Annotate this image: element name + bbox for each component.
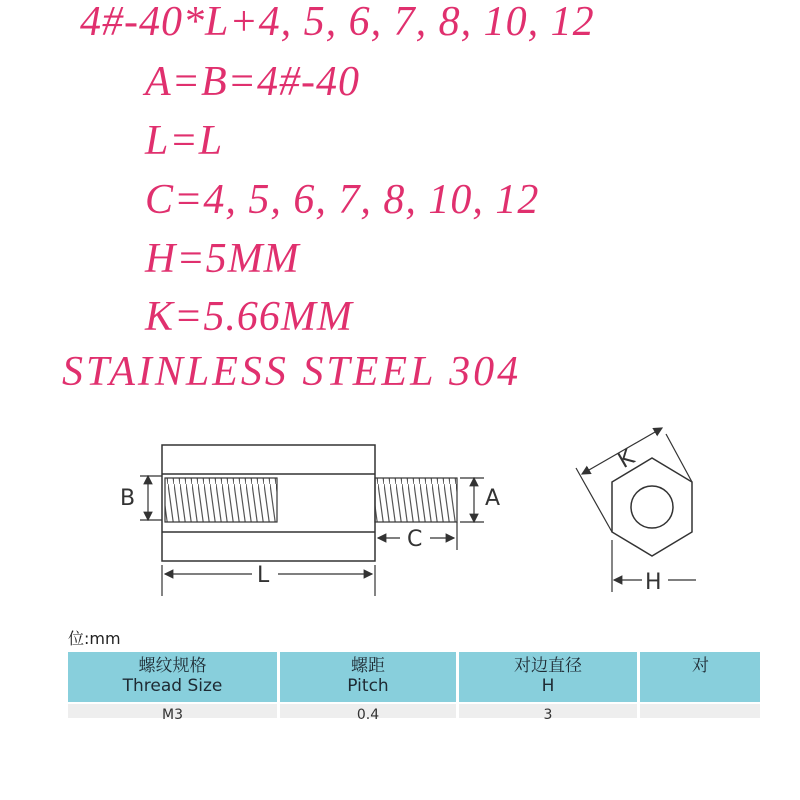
dimension-h-label: H	[645, 570, 662, 595]
header-across-flats-cn: 对边直径	[514, 656, 582, 676]
spec-title: 4#-40*L+4, 5, 6, 7, 8, 10, 12	[80, 0, 595, 45]
spec-material: STAINLESS STEEL 304	[62, 349, 522, 395]
table-cell	[640, 704, 760, 718]
size-table	[68, 652, 709, 723]
header-across-flats	[459, 652, 637, 702]
spec-k: K=5.66MM	[145, 294, 353, 340]
table-cell: 3	[459, 704, 637, 718]
spec-h: H=5MM	[145, 236, 300, 282]
male-thread	[375, 478, 457, 522]
spec-ab: A=B=4#-40	[145, 59, 360, 105]
header-thread-size-en: Thread Size	[122, 676, 223, 696]
header-pitch-en: Pitch	[347, 676, 389, 696]
header-cropped	[640, 652, 760, 702]
header-thread-size	[68, 652, 277, 702]
dimension-a	[460, 478, 484, 522]
header-across-flats-en: H	[541, 676, 555, 696]
dimension-k-label: K	[613, 444, 639, 474]
spec-l: L=L	[145, 118, 224, 164]
table-cell: M3	[68, 704, 277, 718]
dimension-b	[140, 476, 162, 520]
header-pitch-cn: 螺距	[351, 656, 385, 676]
header-cropped-cn: 对	[692, 656, 709, 676]
dimension-l-label: L	[257, 563, 270, 588]
table-cell: 0.4	[280, 704, 456, 718]
dimension-a-label: A	[485, 486, 501, 511]
spec-c: C=4, 5, 6, 7, 8, 10, 12	[145, 177, 540, 223]
hex-end-view	[612, 458, 692, 556]
header-thread-size-cn: 螺纹规格	[138, 656, 207, 676]
dimension-b-label: B	[120, 486, 136, 511]
dimension-c-label: C	[407, 527, 423, 552]
table-unit: 位:mm	[68, 629, 121, 648]
female-thread	[165, 478, 277, 522]
header-pitch	[280, 652, 456, 702]
